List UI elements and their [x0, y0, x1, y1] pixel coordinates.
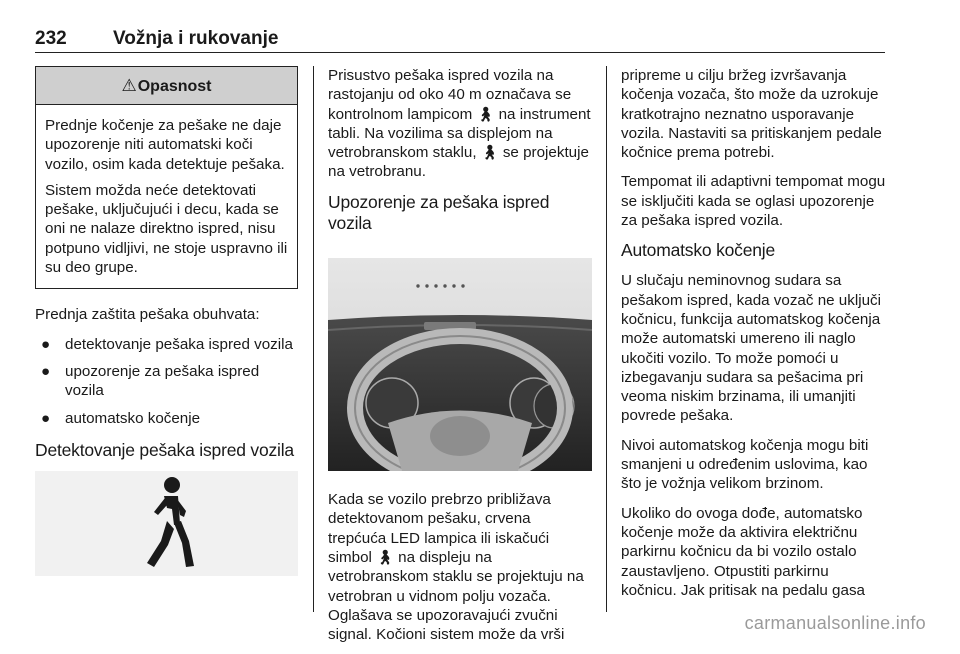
- paragraph: U slučaju neminovnog sudara sa pešakom ispred, kada vozač ne uključi kočnicu, funkcija automatskog kočenja može automatski umereno ili naglo ukočiti vozilo. To može pomoći u izbegavanju sudara sa pešacima pri veoma niskim brzinama, ili umanjiti povrede pešaka.: [621, 272, 882, 425]
- column-divider: [606, 66, 607, 612]
- watermark: carmanualsonline.info: [744, 613, 926, 633]
- bullet-icon: ●: [41, 409, 51, 427]
- paragraph: Kada se vozilo prebrzo približava detektovanom pešaku, crvena trepćuća LED lampica ili iskačući simbol 🚶︎ na displeju na vetrobranskom staklu se projektuju na vetrobran u vidnom polju vozača. Oglašava se upozoravajući zvučni signal. Kočioni sistem može da vrši: [328, 491, 584, 644]
- column-left: [35, 66, 298, 576]
- section-heading: Detektovanje pešaka ispred vozila: [35, 439, 294, 460]
- column-divider: [313, 66, 314, 612]
- intro-text: Prednja zaštita pešaka obuhvata:: [35, 306, 260, 324]
- column-right: [621, 66, 887, 610]
- warning-triangle-icon: ⚠: [121, 76, 137, 95]
- paragraph: Prisustvo pešaka ispred vozila na rastojanju od oko 40 m označava se kontrolnom lampicom 🚶︎ na instrument tabli. Na vozilima sa displejom na vetrobranskom staklu, 🚶︎ se projektuje na vetrobranu.: [328, 67, 591, 181]
- warning-title: Opasnost: [137, 78, 212, 95]
- list-item: ● detektovanje pešaka ispred vozila: [41, 335, 293, 353]
- list-item: ● upozorenje za pešaka ispred vozila: [41, 362, 260, 400]
- paragraph: pripreme u cilju bržeg izvršavanja kočenja vozača, što može da uzrokuje kratkotrajno neznatno usporavanje vozila. Nastaviti sa pritiskanjem pedale kočnice prema potrebi.: [621, 67, 882, 162]
- page-number: 232: [35, 28, 67, 49]
- paragraph: Ukoliko do ovoga dođe, automatsko kočenje može da aktivira električnu parkirnu kočnicu da bi vozilo ostalo zaustavljeno. Otpustiti parkirnu kočnicu. Jak pritisak na pedalu gasa: [621, 504, 865, 599]
- head-up-display-photo: [328, 258, 592, 471]
- warning-box: [35, 66, 298, 289]
- pedestrian-icon: 🚶︎: [476, 105, 495, 122]
- warning-paragraph: Prednje kočenje za pešake ne daje upozorenje niti automatski koči vozilo, osim kada detektuje pešaka.: [45, 117, 285, 173]
- pedestrian-illustration: [35, 471, 298, 576]
- list-item: ● automatsko kočenje: [41, 409, 201, 427]
- warning-body: [36, 105, 297, 288]
- warning-header: [36, 67, 297, 105]
- bullet-icon: ●: [41, 362, 51, 380]
- pedestrian-icon: 🚶︎: [376, 548, 394, 565]
- paragraph: Tempomat ili adaptivni tempomat mogu se isključiti kada se oglasi upozorenje za pešaka ispred vozila.: [621, 173, 886, 230]
- column-middle: [328, 66, 592, 654]
- page-title: Vožnja i rukovanje: [113, 28, 279, 49]
- paragraph: Nivoi automatskog kočenja mogu biti smanjeni u određenim uslovima, kao što je vožnja velikom brzinom.: [621, 436, 869, 493]
- section-heading: Automatsko kočenje: [621, 240, 775, 261]
- feature-list: [35, 335, 298, 428]
- warning-paragraph: Sistem možda neće detektovati pešake, uključujući i decu, kada se oni ne nalaze direktno ispred, nisu potpuno vidljivi, ne stoje uspravno ili su deo grupe.: [45, 181, 288, 277]
- page-header: [35, 26, 885, 53]
- pedestrian-icon: 🚶︎: [480, 144, 499, 161]
- pedestrian-icon: [134, 475, 200, 571]
- section-heading: Upozorenje za pešaka ispred vozila: [328, 191, 550, 233]
- bullet-icon: ●: [41, 335, 51, 353]
